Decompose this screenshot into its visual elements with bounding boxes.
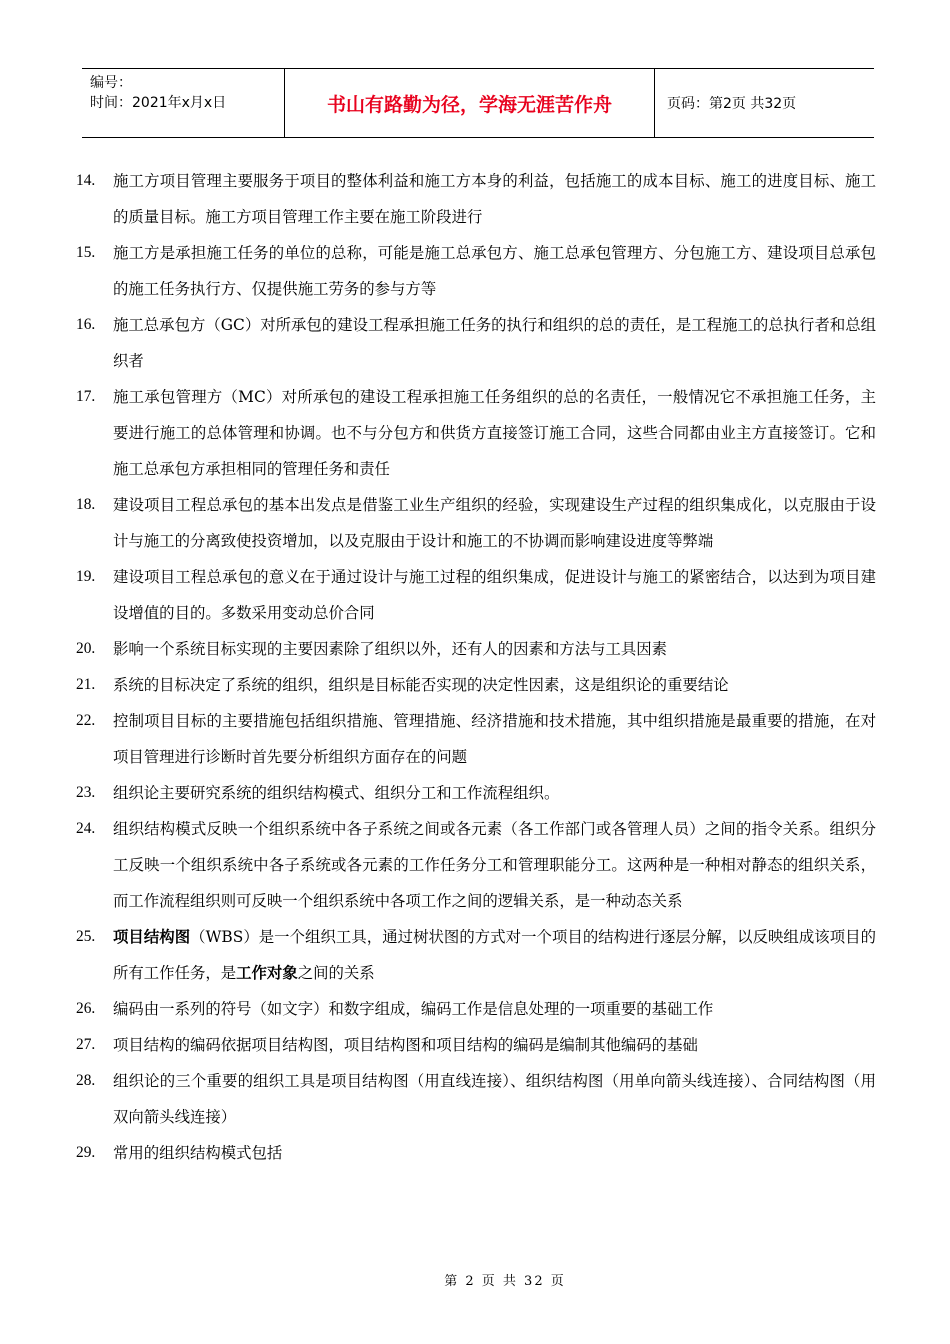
list-item: [76, 235, 876, 307]
item-text: 系统的目标决定了系统的组织，组织是目标能否实现的决定性因素，这是组织论的重要结论: [113, 676, 729, 694]
list-item: [76, 703, 876, 775]
item-text-part: 之间的关系: [297, 964, 375, 982]
document-body: [76, 163, 876, 1171]
list-item: [76, 307, 876, 379]
item-text: 组织结构模式反映一个组织系统中各子系统之间或各元素（各工作部门或各管理人员）之间的指令关系。组织分工反映一个组织系统中各子系统或各元素的工作任务分工和管理职能分工。这两种是一种相对静态的组织关系，而工作流程组织则可反映一个组织系统中各项工作之间的逻辑关系，是一种动态关系: [113, 820, 876, 910]
item-number: 29.: [76, 1144, 96, 1161]
list-item: [76, 919, 876, 991]
item-number: 18.: [76, 496, 96, 513]
item-number: 20.: [76, 640, 96, 657]
list-item: [76, 487, 876, 559]
item-number: 19.: [76, 568, 96, 585]
item-text: 影响一个系统目标实现的主要因素除了组织以外，还有人的因素和方法与工具因素: [113, 640, 668, 658]
list-item: [76, 991, 876, 1027]
item-number: 25.: [76, 928, 96, 945]
item-text: 编码由一系列的符号（如文字）和数字组成，编码工作是信息处理的一项重要的基础工作: [113, 1000, 714, 1018]
header-meta: [82, 69, 285, 137]
item-number: 26.: [76, 1000, 96, 1017]
item-number: 15.: [76, 244, 96, 261]
list-item: [76, 379, 876, 487]
item-text: [113, 919, 876, 991]
list-item: [76, 811, 876, 919]
header-motto: 书山有路勤为径，学海无涯苦作舟: [285, 69, 655, 137]
list-item: [76, 163, 876, 235]
list-item: [76, 559, 876, 631]
item-text: 常用的组织结构模式包括: [113, 1144, 283, 1162]
list-item: [76, 1063, 876, 1135]
item-number: 21.: [76, 676, 96, 693]
list-item: [76, 1135, 876, 1171]
bold-term: 项目结构图: [113, 928, 191, 946]
list-item: [76, 667, 876, 703]
item-text: 项目结构的编码依据项目结构图，项目结构图和项目结构的编码是编制其他编码的基础: [113, 1036, 698, 1054]
item-number: 24.: [76, 820, 96, 837]
item-text: 控制项目目标的主要措施包括组织措施、管理措施、经济措施和技术措施，其中组织措施是最重要的措施，在对项目管理进行诊断时首先要分析组织方面存在的问题: [113, 712, 876, 766]
item-text-part: （WBS）是一个组织工具，通过树状图的方式对一个项目的结构进行逐层分解，以反映组成该项目的所有工作任务，是: [113, 928, 876, 982]
item-number: 14.: [76, 172, 96, 189]
item-number: 28.: [76, 1072, 96, 1089]
item-text: 施工承包管理方（MC）对所承包的建设工程承担施工任务组织的总的名责任，一般情况它不承担施工任务，主要进行施工的总体管理和协调。也不与分包方和供货方直接签订施工合同，这些合同都由业主方直接签订。它和施工总承包方承担相同的管理任务和责任: [113, 388, 876, 478]
date-label: 时间：2021年x月x日: [90, 95, 227, 111]
item-number: 23.: [76, 784, 96, 801]
header-page-info: 页码：第2页 共32页: [667, 96, 797, 112]
item-number: 16.: [76, 316, 96, 333]
item-text: 施工方项目管理主要服务于项目的整体利益和施工方本身的利益，包括施工的成本目标、施工的进度目标、施工的质量目标。施工方项目管理工作主要在施工阶段进行: [113, 172, 876, 226]
list-item: [76, 775, 876, 811]
item-text: 组织论主要研究系统的组织结构模式、组织分工和工作流程组织。: [113, 784, 560, 802]
serial-label: 编号：: [90, 75, 132, 91]
item-number: 17.: [76, 388, 96, 405]
item-number: 22.: [76, 712, 96, 729]
item-number: 27.: [76, 1036, 96, 1053]
page-footer: 第 2 页 共 32 页: [444, 1274, 566, 1289]
item-text: 建设项目工程总承包的意义在于通过设计与施工过程的组织集成，促进设计与施工的紧密结合，以达到为项目建设增值的目的。多数采用变动总价合同: [113, 568, 876, 622]
page-header: [82, 68, 874, 138]
bold-term: 工作对象: [236, 964, 298, 982]
item-text: 建设项目工程总承包的基本出发点是借鉴工业生产组织的经验，实现建设生产过程的组织集成化，以克服由于设计与施工的分离致使投资增加，以及克服由于设计和施工的不协调而影响建设进度等弊端: [113, 496, 876, 550]
list-item: [76, 1027, 876, 1063]
item-text: 施工总承包方（GC）对所承包的建设工程承担施工任务的执行和组织的总的责任，是工程施工的总执行者和总组织者: [113, 316, 876, 370]
item-text: 施工方是承担施工任务的单位的总称，可能是施工总承包方、施工总承包管理方、分包施工方、建设项目总承包的施工任务执行方、仅提供施工劳务的参与方等: [113, 244, 876, 298]
list-item: [76, 631, 876, 667]
item-text: 组织论的三个重要的组织工具是项目结构图（用直线连接）、组织结构图（用单向箭头线连接）、合同结构图（用双向箭头线连接）: [113, 1072, 876, 1126]
